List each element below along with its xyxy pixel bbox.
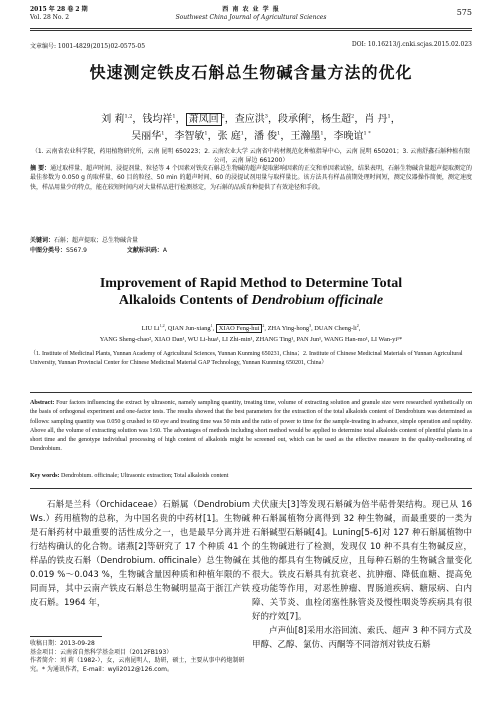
author: ，潘 俊 <box>243 131 278 142</box>
volume-cn: 2015 年 28 卷 2 期 <box>30 6 88 13</box>
body-paragraph: 石斛是兰科（Orchidaceae）石斛属（Dendrobium Ws.）药用植物的总称，为中国名贵的中药材[1]。生物碱是石斛药材中最重要的活性成分之一，也是最早分离并进行结构确认的化合物。诸燕[2]等研究了 17 个种质 41 个样品的铁皮石斛（Dendrobium. officinale）总生物碱在 0.019 %～0.043 %，生物碱含量因种质和种植年限的不同而异，其中云南产铁皮石斛总生物碱明显高于浙江产铁皮石斛。1964 年， <box>30 500 250 608</box>
title-en-part: Alkaloids Contents of <box>118 293 252 308</box>
author-sup: 2 <box>221 113 225 120</box>
author-bio: 作者简介：刘 莉（1982-），女，云南昆明人，助研，硕士，主要从事中药炮制研究。* 为通讯作者，E-mail：wyli2012@126.com。 <box>30 657 245 673</box>
received-date: 收稿日期：2013-09-28 <box>30 640 95 647</box>
keywords-cn <box>30 235 472 244</box>
authors-en-line1: LIU Li$^{1,2}$, QIAN Jun-xiang$^1$, XIAO Feng-hui $^2$, ZHA Ying-hong$^3$, DUAN Cheng-$li^2$, <box>141 323 361 333</box>
author-en-boxed: XIAO Feng-hui <box>216 324 263 333</box>
author-sup: 1 <box>172 113 176 120</box>
author-sup: 3 <box>264 113 268 120</box>
authors-en-line2: YANG Sheng-chao², XIAO Dan¹, WU Li-hua¹, LI Zhi-min¹, ZHANG Ting¹, PAN Jun¹, WANG Han-mo¹, LI Wan-yi¹* <box>99 336 403 343</box>
author: ，查应洪 <box>224 114 265 125</box>
author-en-sup: 2 <box>262 323 265 328</box>
abstract-en-label: Abstract: <box>30 400 55 406</box>
author: 刘 莉 <box>101 114 125 125</box>
title-en-line1: Improvement of Rapid Method to Determine Total <box>99 276 403 291</box>
journal-name-en: Southwest China Journal of Agricultural Sciences <box>175 14 327 21</box>
doc-code-value: A <box>162 247 167 254</box>
author-sup: 1 <box>387 113 391 120</box>
author-en: LIU Li <box>141 325 160 333</box>
affiliation-en: （1. Institute of Medicinal Plants, Yunnan Academy of Agricultural Sciences, Yunnan Kunming 650231, China；2. Institute of Chinese Medicinal Materials of Yunnan Agricultural University, Yunnan Provincial Center for Chinese Medicinal Material GAP Technology, Yunnan Kunming 650201, China） <box>30 351 463 366</box>
running-header <box>30 4 472 28</box>
author-en: , DUAN Cheng-li <box>311 325 357 333</box>
author-sup: 1 <box>204 130 208 137</box>
author: ，张 庭 <box>207 131 241 142</box>
author-boxed: 萧凤回 <box>186 113 222 126</box>
clc-label: 中图分类号： <box>30 247 67 254</box>
classification-cn <box>30 245 472 254</box>
body-paragraph: 犬伏康夫[3]等发现石斛碱为倍半萜骨架结构。现已从 16 种石斛属植物分离得到 32 种生物碱，而最重要的一类为石斛碱型石斛碱[4]。Luning[5-6]对 127 种石斛属植物中的生物碱进行了检测，发现仅 10 种不具有生物碱反应，其他的都具有生物碱反应，且每种石斛的生物碱含量变化很大。铁皮石斛具有抗衰老、抗肿瘤、降低血糖、提高免疫功能等作用，对恶性肿瘤、胃肠道疾病、糖尿病、白内障、关节炎、血栓闭塞性脉管炎及慢性咽炎等疾病具有很好的疗效[7]。 <box>252 500 472 622</box>
abstract-cn-text: 通过取样量、超声时间、浸提剂量、粒径等 4 个因素对铁皮石斛总生物碱的超声提取影响因素的正交和单因素试验，结果表明，石斛生物碱含量超声提取测定的最佳参数为 0.050 g 的取样量、60 目的粒径、50 min 的超声时间、60 的浸提试剂用量与取样量比。该方法具有样品前期处理时间短，测定仪器操作简便，测定速度快，样品用量少的特点，能在较短时间内对大量样品进行检测基定，为石斛的品质育种提供了有效途径和手段。 <box>30 165 472 191</box>
volume-en: Vol. 28 No. 2 <box>30 14 70 21</box>
author-sup: 1 <box>277 130 281 137</box>
author-en-sup: 1,2 <box>159 323 165 328</box>
author-sup: 2 <box>307 113 312 120</box>
footnote-rule <box>30 636 102 637</box>
keywords-cn-label: 关键词： <box>30 237 55 244</box>
keywords-en-text: Dendrobium. officinale; Ultrasonic extraction; Total alkaloids content <box>59 473 229 479</box>
body-paragraph: 卢声仙[8]采用水浴回流、索氏、超声 3 种不同方式及甲醇、乙醇、氯仿、丙酮等不同溶剂对铁皮石斛 <box>252 626 472 650</box>
author: ，王瀚墨 <box>280 131 321 142</box>
body-column-right <box>252 498 472 652</box>
journal-name-cn: 西 南 农 业 学 报 <box>222 6 280 13</box>
article-number: 文章编号: 1001-4829(2015)02-0575-05 <box>30 43 146 50</box>
article-meta <box>30 41 472 51</box>
author: ，杨生超 <box>311 114 352 125</box>
author: ，李智敏 <box>164 131 205 142</box>
title-en-species: Dendrobium officinale <box>251 293 384 308</box>
author-en-sup: 1 <box>210 323 213 328</box>
author: 吴丽华 <box>131 131 162 142</box>
body-column-left <box>30 498 250 610</box>
author: ，段承俐 <box>267 114 308 125</box>
header-rule <box>30 28 472 29</box>
author-sup: 1 * <box>363 130 371 137</box>
author-en: , ZHA Ying-hong <box>264 325 310 333</box>
body-rule <box>30 488 472 489</box>
title-en-line2 <box>30 292 472 309</box>
author-sup: 1 <box>320 130 324 137</box>
keywords-en-label: Key words: <box>30 473 60 479</box>
author: ，钱均祥 <box>132 114 173 125</box>
affiliation-cn: （1. 云南省农业科学院，药用植物研究所，云南 昆明 650223；2. 云南农业大学 云南省中药材规范化种植指导中心，云南 昆明 650201；3. 云南舒鑫石斛种植有限公司，云南 屏边 661200） <box>31 148 471 164</box>
author-en-sup: 2 <box>356 323 359 328</box>
clc-value: S567.9 <box>66 247 88 254</box>
header-rule-2 <box>30 30 472 31</box>
author: ，李晚谊 <box>323 131 364 142</box>
abstract-cn-label: 摘 要： <box>30 165 51 172</box>
author: ，肖 丹 <box>354 114 388 125</box>
keywords-en <box>30 473 472 479</box>
abstract-cn <box>30 164 472 192</box>
author-en: , QIAN Jun-xiang <box>164 325 211 333</box>
abstract-en <box>30 399 472 455</box>
page-number: 575 <box>456 8 472 17</box>
title-en <box>30 275 472 309</box>
author-sup: 2 <box>351 113 355 120</box>
footnote <box>30 640 250 674</box>
abstract-en-text: Four factors influencing the extract by ultrasonic, namely sampling quantity, treating time, volume of extracting solution and granule size were researched synthetically on the basis of orthogonal experiment and one-factor tests. The results showed that the best parameters for the extraction of the total alkaloids content of Dendrobium was determined as follows: sampling quantity was 0.050 g crushed to 60 eye and treating time was 50 min and the ratio of power to time for the sample-treating in advance, simple operation and rapidity. Above all, the volume of extracting solution was 1:60. The advantages of methods including short method would be applied to determine total alkaloids content of plentiful plants in a short time and the genotype individual processing of high content of alkaloids might be screened out, which can be used as the effective measure in the quality-meliorating of Dendrobium. <box>30 400 472 453</box>
title-cn: 快速测定铁皮石斛总生物碱含量方法的优化 <box>89 63 413 82</box>
authors-cn-line1: 刘 莉$^{1,2}$，钱均祥$^1$， 萧凤回 $^2$，查应洪$^3$，段承俐$^2$，杨生超$^2$，肖 丹$^1$， <box>101 113 401 125</box>
author-sup: 1 <box>240 130 244 137</box>
authors-cn-line2 <box>30 127 472 142</box>
abstract-rule <box>30 392 472 393</box>
funding: 基金项目：云南省自然科学基金项目（2012FB193） <box>30 648 173 656</box>
author-sup: 1,2 <box>124 113 133 120</box>
author-en-sup: 3 <box>309 323 312 328</box>
doi: DOI: 10.16213/j.cnki.scjas.2015.02.023 <box>351 41 472 48</box>
journal-name <box>30 6 472 22</box>
doc-code-label: 文献标识码： <box>126 247 163 254</box>
keywords-cn-text: 石斛；超声提取；总生物碱含量 <box>54 237 139 244</box>
author-sup: 1 <box>161 130 165 137</box>
